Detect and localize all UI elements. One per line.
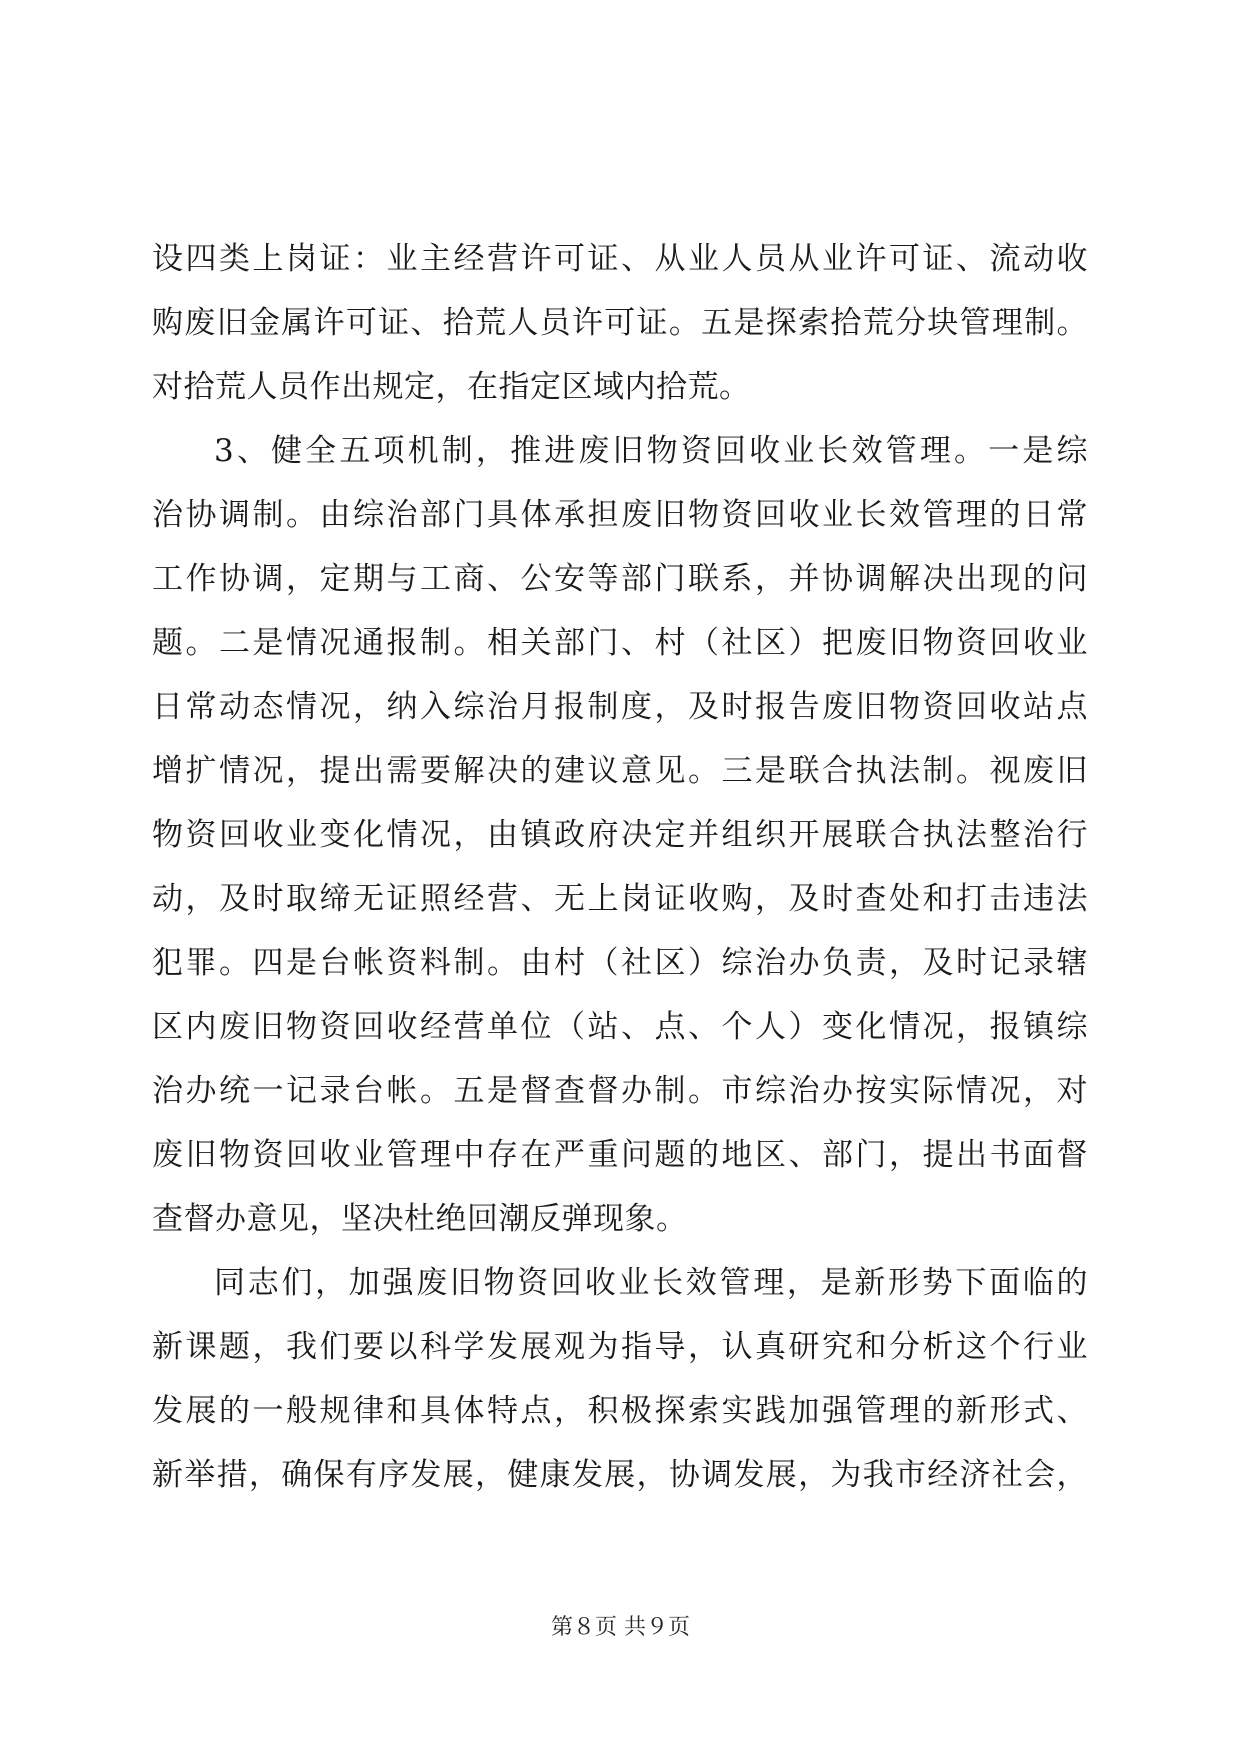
text-line: 3、健全五项机制，推进废旧物资回收业长效管理。一是综 xyxy=(214,433,1088,469)
text-line: 题。二是情况通报制。相关部门、村（社区）把废旧物资回收业 xyxy=(152,625,1088,661)
text-line: 治协调制。由综治部门具体承担废旧物资回收业长效管理的日常 xyxy=(152,497,1088,533)
text-line: 增扩情况，提出需要解决的建议意见。三是联合执法制。视废旧 xyxy=(152,753,1088,789)
text-line: 动，及时取缔无证照经营、无上岗证收购，及时查处和打击违法 xyxy=(152,881,1088,917)
text-line: 购废旧金属许可证、拾荒人员许可证。五是探索拾荒分块管理制。 xyxy=(152,305,1088,341)
page-number-footer: 第８页 共９页 xyxy=(551,1615,690,1640)
text-line: 同志们，加强废旧物资回收业长效管理，是新形势下面临的 xyxy=(214,1265,1088,1301)
text-line: 新课题，我们要以科学发展观为指导，认真研究和分析这个行业 xyxy=(152,1329,1088,1365)
text-line: 查督办意见，坚决杜绝回潮反弹现象。 xyxy=(152,1201,688,1237)
text-line: 发展的一般规律和具体特点，积极探索实践加强管理的新形式、 xyxy=(152,1393,1088,1429)
text-line: 治办统一记录台帐。五是督查督办制。市综治办按实际情况，对 xyxy=(152,1073,1088,1109)
text-line: 工作协调，定期与工商、公安等部门联系，并协调解决出现的问 xyxy=(152,561,1088,597)
text-line: 设四类上岗证：业主经营许可证、从业人员从业许可证、流动收 xyxy=(152,241,1088,277)
text-line: 犯罪。四是台帐资料制。由村（社区）综治办负责，及时记录辖 xyxy=(152,945,1088,981)
text-line: 对拾荒人员作出规定，在指定区域内拾荒。 xyxy=(152,369,751,405)
text-line: 新举措，确保有序发展，健康发展，协调发展，为我市经济社会， xyxy=(152,1457,1088,1493)
text-line: 物资回收业变化情况，由镇政府决定并组织开展联合执法整治行 xyxy=(152,817,1088,853)
text-line: 废旧物资回收业管理中存在严重问题的地区、部门，提出书面督 xyxy=(152,1137,1088,1173)
text-line: 区内废旧物资回收经营单位（站、点、个人）变化情况，报镇综 xyxy=(152,1009,1088,1045)
document-body xyxy=(152,227,1088,1507)
text-line: 日常动态情况，纳入综治月报制度，及时报告废旧物资回收站点 xyxy=(152,689,1088,725)
